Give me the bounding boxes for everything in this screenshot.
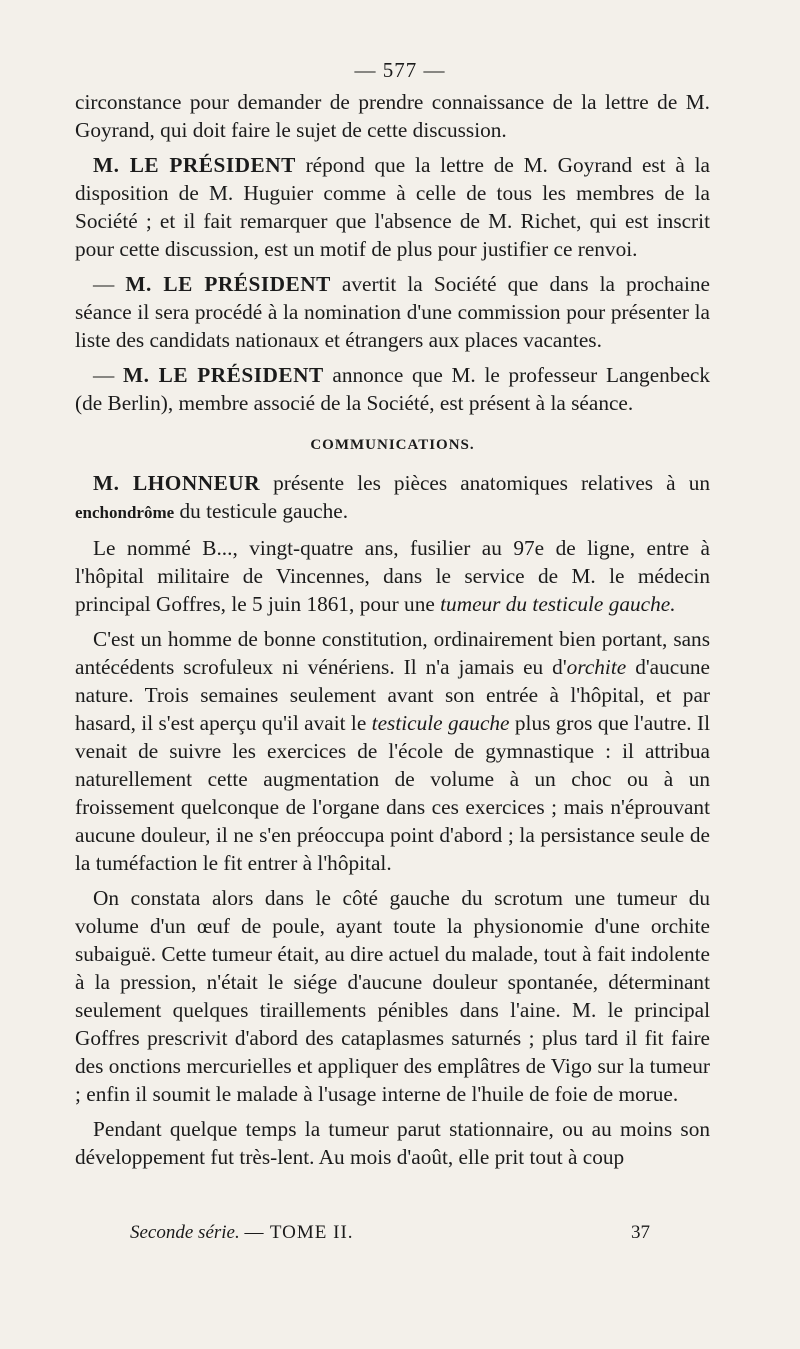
speaker-name: M. LE PRÉSIDENT [93, 153, 296, 177]
speaker-name: M. LE PRÉSIDENT [123, 363, 324, 387]
paragraph-text: présente les pièces anatomiques relatives à un [260, 471, 710, 495]
paragraph-text: C'est un homme de bonne constitution, ordinairement bien portant, sans antécédents scrofuleux ni vénériens. Il n'a jamais eu d' [75, 627, 710, 679]
paragraph-text: avertit la Société que dans la prochaine séance il sera procédé à la nomination d'une commission pour présenter la liste des candidats nationaux et étrangers aux places vacantes. [75, 272, 710, 352]
italic-text: orchite [566, 655, 627, 679]
tome-label: — TOME II. [244, 1222, 354, 1243]
paragraph-text: répond que la lettre de M. Goyrand est à la disposition de M. Huguier comme à celle de tous les membres de la Société ; et il fait remarquer que l'absence de M. Richet, qui est inscrit pour cette discussion, est un motif de plus pour justifier ce renvoi. [75, 153, 710, 261]
paragraph-text: plus gros que l'autre. Il venait de suivre les exercices de l'école de gymnastique : il attribua naturellement cette augmentation de volume à un choc ou à un froissement quelconque de l'organe dans ces exercices ; mais n'éprouvant aucune douleur, il ne s'en préoccupa point d'abord ; la persistance seule de la tuméfaction le fit entrer à l'hôpital. [75, 711, 710, 875]
dash: — [93, 272, 126, 296]
paragraph-evolution: Pendant quelque temps la tumeur parut stationnaire, ou au moins son développement fut très-lent. Au mois d'août, elle prit tout à coup [75, 1117, 710, 1169]
page-footer [130, 1222, 650, 1244]
series-label: Seconde série. [130, 1222, 240, 1243]
speaker-name: M. LHONNEUR [93, 471, 261, 495]
footer-series [130, 1222, 354, 1244]
italic-text: tumeur du testicule gauche. [440, 592, 676, 616]
italic-text: testicule gauche [371, 711, 510, 735]
paragraph-president-announcement [75, 361, 710, 417]
paragraph-text: Le nommé B..., vingt-quatre ans, fusilier au 97e de ligne, entre à l'hôpital militaire de Vincennes, dans le service de M. le médecin principal Goffres, le 5 juin 1861, pour une [75, 536, 710, 616]
paragraph-president-reply [75, 151, 710, 263]
paragraph-continuation: circonstance pour demander de prendre connaissance de la lettre de M. Goyrand, qui doit faire le sujet de cette discussion. [75, 90, 710, 142]
dash: — [93, 363, 124, 387]
section-title: COMMUNICATIONS. [310, 437, 475, 453]
paragraph-text: du testicule gauche. [174, 499, 349, 523]
paragraph-lhonneur [75, 469, 710, 527]
paragraph-president-notice [75, 270, 710, 354]
paragraph-patient [75, 534, 710, 618]
page-number: — 577 — [354, 58, 446, 82]
paragraph-text: annonce que M. le professeur Langenbeck (de Berlin), membre associé de la Société, est présent à la séance. [75, 363, 711, 415]
speaker-name: M. LE PRÉSIDENT [125, 272, 331, 296]
paragraph-history [75, 625, 710, 877]
term-bold: enchondrôme [75, 503, 175, 522]
paragraph-text: d'aucune nature. Trois semaines seulement avant son entrée à l'hôpital, et par hasard, il s'est aperçu qu'il avait le [75, 655, 710, 735]
paragraph-examination: On constata alors dans le côté gauche du scrotum une tumeur du volume d'un œuf de poule, ayant toute la physionomie d'une orchite subaiguë. Cette tumeur était, au dire actuel du malade, tout à fait indolente à la pression, n'était le siége d'aucune douleur spontanée, déterminant seulement quelques tiraillements pénibles dans l'aine. M. le principal Goffres prescrivit d'abord des cataplasmes saturnés ; plus tard il fit faire des onctions mercurielles et appliquer des emplâtres de Vigo sur la tumeur ; enfin il soumit le malade à l'usage interne de l'huile de foie de morue. [75, 886, 710, 1106]
page-body [75, 88, 710, 1171]
signature-mark: 37 [631, 1222, 650, 1243]
